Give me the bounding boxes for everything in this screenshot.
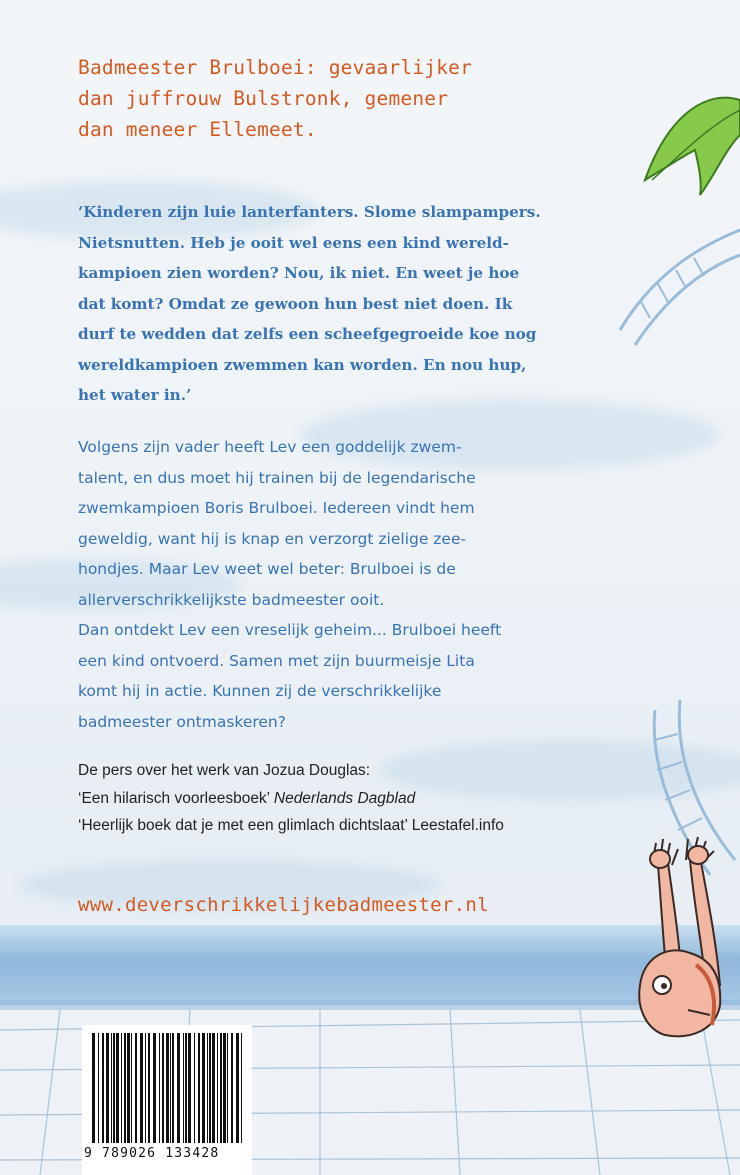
review-source: Leestafel.info xyxy=(411,817,504,834)
review-quote: ‘Heerlijk boek dat je met een glimlach dichtslaat’ xyxy=(78,817,408,834)
quote-paragraph: ‘Kinderen zijn luie lanterfanters. Slome slampampers. Nietsnutten. Heb je ooit wel eens een kind wereld- kampioen zien worden? Nou, ik niet. En weet je hoe dat komt? Omdat ze gewoon hun best niet doen. Ik durf te wedden dat zelfs een scheefgegroeide koe nog wereldkampioen zwemmen kan worden. En nou hup, het water in.’ xyxy=(78,203,541,404)
pool-water xyxy=(0,925,740,1005)
tagline: Badmeester Brulboei: gevaarlijker dan juffrouw Bulstronk, gemener dan meneer Ellemeet. xyxy=(78,56,473,141)
pool-edge xyxy=(0,1000,740,1010)
press-review xyxy=(78,812,698,840)
isbn-number: 9 789026 133428 xyxy=(84,1146,220,1161)
press-review xyxy=(78,785,698,813)
website-link[interactable]: www.deverschrikkelijkebadmeester.nl xyxy=(78,894,489,916)
blurb-paragraph: Volgens zijn vader heeft Lev een goddelijk zwem- talent, en dus moet hij trainen bij de legendarische zwemkampioen Boris Brulboei. Iedereen vindt hem geweldig, want hij is knap en verzorgt zielige zee- hondjes. Maar Lev weet wel beter: Brulboei is de allerverschrikkelijkste badmeester ooit. Dan ontdekt Lev een vreselijk geheim... Brulboei heeft een kind ontvoerd. Samen met zijn buurmeisje Lita komt hij in actie. Kunnen zij de verschrikkelijke badmeester ontmaskeren? xyxy=(78,438,502,731)
barcode-bars xyxy=(82,1033,252,1145)
press-intro: De pers over het werk van Jozua Douglas: xyxy=(78,762,371,779)
swimmer-illustration xyxy=(630,835,740,1050)
press-section xyxy=(78,757,698,840)
review-source: Nederlands Dagblad xyxy=(273,789,416,807)
review-quote: ‘Een hilarisch voorleesboek’ xyxy=(78,789,270,807)
